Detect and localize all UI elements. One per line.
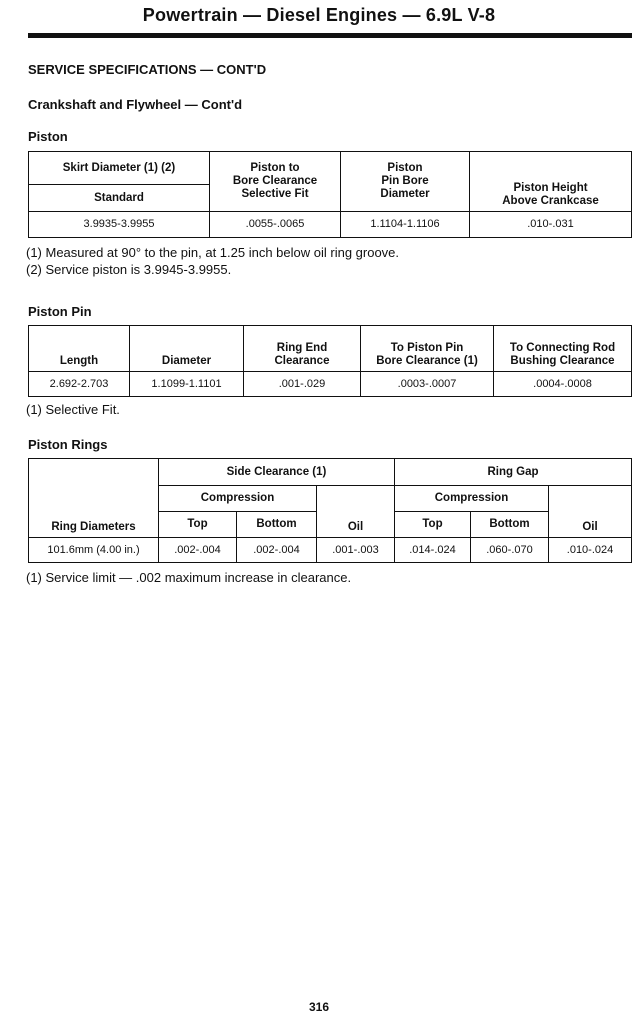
piston-table bbox=[28, 151, 632, 238]
table-row bbox=[29, 212, 632, 238]
table-cell: 2.692-2.703 bbox=[29, 372, 130, 397]
table-cell: 3.9935-3.9955 bbox=[29, 212, 210, 238]
gap-oil-header: Oil bbox=[549, 486, 632, 538]
table-row bbox=[29, 538, 632, 563]
table-cell: .0003-.0007 bbox=[361, 372, 494, 397]
table-cell: .002-.004 bbox=[159, 538, 237, 563]
piston-pin-note-1: (1) Selective Fit. bbox=[26, 402, 120, 417]
page-title: Powertrain — Diesel Engines — 6.9L V-8 bbox=[142, 5, 496, 25]
table-cell: .014-.024 bbox=[395, 538, 471, 563]
side-compression-header: Compression bbox=[159, 486, 317, 512]
diameter-header: Diameter bbox=[130, 326, 244, 372]
standard-header: Standard bbox=[29, 185, 210, 212]
piston-rings-heading: Piston Rings bbox=[28, 437, 108, 452]
section-subtitle: Crankshaft and Flywheel — Cont'd bbox=[28, 97, 243, 112]
section-title: SERVICE SPECIFICATIONS — CONT'D bbox=[28, 62, 267, 77]
page-number: 316 bbox=[308, 1000, 330, 1014]
piston-pin-table bbox=[28, 325, 632, 397]
ring-end-header: Ring End Clearance bbox=[244, 326, 361, 372]
gap-compression-header: Compression bbox=[395, 486, 549, 512]
side-clearance-header: Side Clearance (1) bbox=[159, 459, 395, 486]
side-oil-header: Oil bbox=[317, 486, 395, 538]
piston-height-header: Piston Height Above Crankcase bbox=[470, 152, 632, 212]
table-cell: 1.1104-1.1106 bbox=[341, 212, 470, 238]
table-row bbox=[29, 152, 632, 185]
side-top-header: Top bbox=[159, 512, 237, 538]
table-cell: .060-.070 bbox=[471, 538, 549, 563]
table-row bbox=[29, 372, 632, 397]
gap-top-header: Top bbox=[395, 512, 471, 538]
piston-rings-note-1: (1) Service limit — .002 maximum increase in clearance. bbox=[26, 570, 352, 585]
piston-note-1: (1) Measured at 90° to the pin, at 1.25 inch below oil ring groove. bbox=[26, 245, 400, 260]
title-rule bbox=[28, 33, 632, 38]
gap-bottom-header: Bottom bbox=[471, 512, 549, 538]
table-cell: 101.6mm (4.00 in.) bbox=[29, 538, 159, 563]
piston-heading: Piston bbox=[28, 129, 68, 144]
table-row bbox=[29, 326, 632, 372]
piston-pin-heading: Piston Pin bbox=[28, 304, 92, 319]
bore-clearance-header: Piston to Bore Clearance Selective Fit bbox=[210, 152, 341, 212]
ring-gap-header: Ring Gap bbox=[395, 459, 632, 486]
ring-diameters-header: Ring Diameters bbox=[29, 459, 159, 538]
table-cell: .010-.024 bbox=[549, 538, 632, 563]
to-piston-pin-header: To Piston Pin Bore Clearance (1) bbox=[361, 326, 494, 372]
table-cell: .001-.003 bbox=[317, 538, 395, 563]
piston-note-2: (2) Service piston is 3.9945-3.9955. bbox=[26, 262, 232, 277]
table-row bbox=[29, 459, 632, 486]
piston-rings-table bbox=[28, 458, 632, 563]
table-cell: .0004-.0008 bbox=[494, 372, 632, 397]
table-cell: .001-.029 bbox=[244, 372, 361, 397]
length-header: Length bbox=[29, 326, 130, 372]
table-cell: .010-.031 bbox=[470, 212, 632, 238]
to-connecting-rod-header: To Connecting Rod Bushing Clearance bbox=[494, 326, 632, 372]
table-cell: 1.1099-1.1101 bbox=[130, 372, 244, 397]
skirt-diameter-header: Skirt Diameter (1) (2) bbox=[29, 152, 210, 185]
side-bottom-header: Bottom bbox=[237, 512, 317, 538]
pin-bore-header: Piston Pin Bore Diameter bbox=[341, 152, 470, 212]
table-cell: .002-.004 bbox=[237, 538, 317, 563]
table-cell: .0055-.0065 bbox=[210, 212, 341, 238]
